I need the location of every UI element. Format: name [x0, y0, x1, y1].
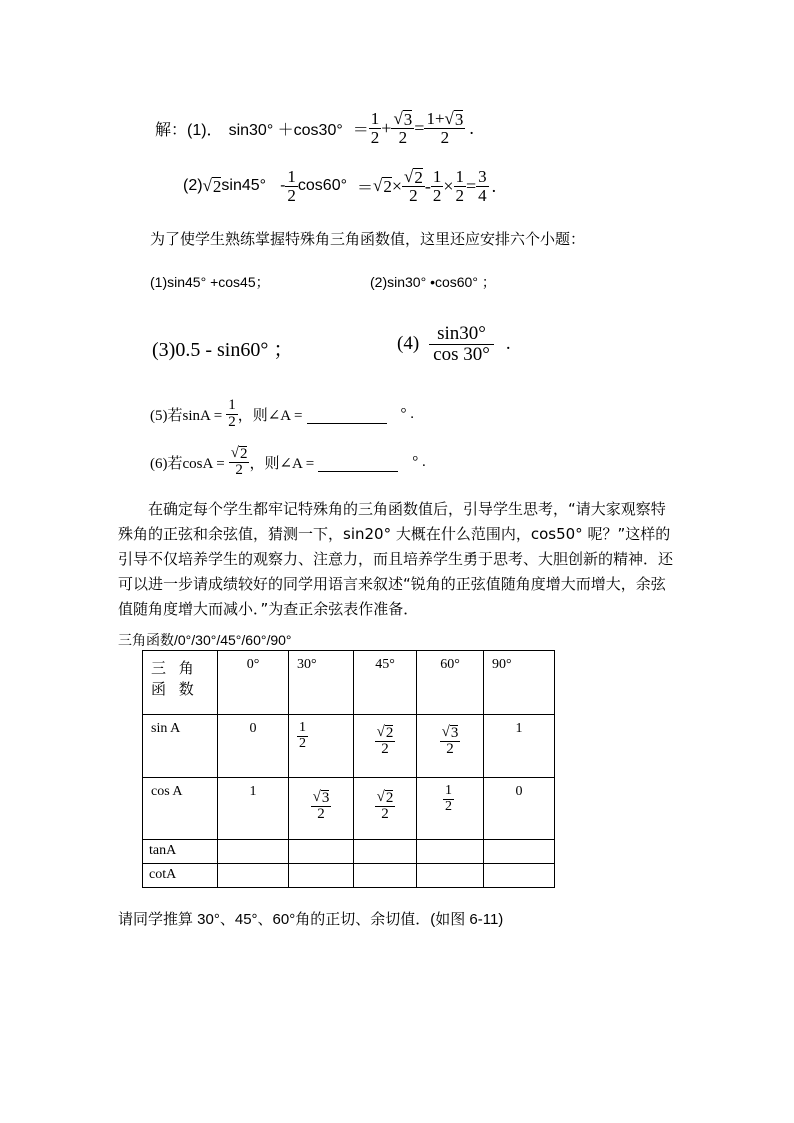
line2-minus2: - — [424, 175, 431, 196]
cos-30: √ 3 2 — [289, 778, 354, 840]
line1-frac-1: $\frac{1}{2}$ — [370, 108, 380, 147]
exercise-4 — [397, 316, 511, 372]
exercise-6-post: ，则∠A = — [249, 455, 315, 472]
exercise-5 — [150, 394, 414, 434]
cos-90: 0 — [484, 778, 555, 840]
cos-label: cos A — [143, 778, 218, 840]
line2-frac-f: $\frac{1}{2}$ — [287, 166, 296, 205]
tan-60[interactable] — [417, 840, 484, 864]
exercise-1: (1)sin45° +cos45； — [150, 274, 270, 290]
line1-eq2: = — [414, 117, 425, 138]
exercise-4-fraction: $\frac{\sin 30^\circ}{\cos 30^\circ}$ — [425, 324, 498, 365]
table-header-row — [143, 651, 555, 715]
cot-45[interactable] — [354, 864, 417, 888]
sin-90: 1 — [484, 715, 555, 778]
header-cell-30: 30° — [289, 651, 354, 715]
cot-30[interactable] — [289, 864, 354, 888]
header-cell-function: 三 角 函 数 — [143, 651, 218, 715]
cos-45: √ 2 2 — [354, 778, 417, 840]
exercise-5-end: ° . — [400, 405, 415, 422]
tan-45[interactable] — [354, 840, 417, 864]
line1-eq: ＝ — [352, 119, 369, 139]
exercise-5-pre: (5)若sinA = — [150, 407, 223, 424]
line1-end: . — [469, 117, 474, 138]
intro-text: 为了使学生熟练掌握特殊角三角函数值，这里还应安排六个小题： — [150, 231, 586, 248]
exercise-6-pre: (6)若cosA = — [150, 455, 225, 472]
header-cell-45: 45° — [354, 651, 417, 715]
exercise-6-end: ° . — [412, 453, 426, 470]
cos-60: $\frac{1}{2}$ — [417, 778, 484, 840]
table-row-sin — [143, 715, 555, 778]
exercise-5-answer-blank[interactable] — [307, 405, 387, 424]
exercise-4-label: (4) — [397, 333, 420, 354]
footer-text: 请同学推算 30°、45°、60°角的正切、余切值．(如图 6-11) — [118, 911, 504, 928]
line2-eq: ＝ — [356, 177, 373, 197]
discussion-paragraph: 在确定每个学生都牢记特殊角的三角函数值后，引导学生思考，“请大家观察特殊角的正弦和余弦值，猜测一下，sin20° 大概在什么范围内，cos50° 呢？”这样的引导不仅培养学生的观察力、注意力，而且培养学生勇于思考、大胆创新的精神．还可以进一步请成绩较好的同学用语言来叙述“锐角的正弦值随角度增大而增大，余弦值随角度增大而减小．”为查正余弦表作准备． — [118, 500, 674, 618]
exercise-6 — [150, 440, 426, 484]
line2-sqrt2: √ 2 — [373, 176, 392, 196]
line2-minus: - — [280, 177, 286, 194]
cot-60[interactable] — [417, 864, 484, 888]
solution-line-2 — [183, 160, 496, 212]
line2-frac-g: √ 2 2 — [404, 166, 423, 205]
exercise-6-answer-blank[interactable] — [318, 453, 398, 472]
header-cell-90: 90° — [484, 651, 555, 715]
exercise-6-fraction: √ 2 2 — [230, 444, 248, 478]
cot-label: cotA — [143, 864, 218, 888]
sin-60: √ 3 2 — [417, 715, 484, 778]
sin-45: √ 2 2 — [354, 715, 417, 778]
line2-times: × — [391, 175, 402, 196]
sin-30: $\frac{1}{2}$ — [289, 715, 354, 778]
cot-0[interactable] — [218, 864, 289, 888]
line2-times2: × — [443, 175, 454, 196]
line2-label: (2) — [183, 177, 203, 194]
line2-expr2: cos60° — [297, 177, 347, 194]
header-cell-60: 60° — [417, 651, 484, 715]
tan-90[interactable] — [484, 840, 555, 864]
exercise-4-end: . — [505, 333, 511, 354]
line2-sqrt: √ 2 — [202, 176, 222, 196]
table-row-tan — [143, 840, 555, 864]
sin-label: sin A — [143, 715, 218, 778]
header-cell-0: 0° — [218, 651, 289, 715]
cos-0: 1 — [218, 778, 289, 840]
sin-0: 0 — [218, 715, 289, 778]
line2-frac-h: $\frac{1}{2}$ — [432, 166, 442, 205]
table-row-cot — [143, 864, 555, 888]
tan-30[interactable] — [289, 840, 354, 864]
line2-eq2: = — [466, 175, 477, 196]
line2-end: . — [491, 175, 497, 196]
line1-expr: sin30° ＋cos30° — [228, 121, 343, 139]
exercise-5-fraction: $\frac{1}{2}$ — [228, 396, 236, 430]
cot-90[interactable] — [484, 864, 555, 888]
exercise-5-post: ，则∠A = — [237, 407, 303, 424]
line1-frac-3: 1+ √ 3 2 — [426, 108, 464, 147]
line1-frac-2: √ 3 2 — [393, 108, 413, 147]
table-caption: 三角函数/0°/30°/45°/60°/90° — [118, 632, 292, 648]
table-row-cos — [143, 778, 555, 840]
solution-line-1 — [155, 103, 474, 153]
line2-frac-r: $\frac{3}{4}$ — [478, 166, 487, 205]
exercise-3: (3)0.5 - sin60° ； — [152, 339, 294, 361]
tan-0[interactable] — [218, 840, 289, 864]
tan-label: tanA — [143, 840, 218, 864]
line1-plus: + — [381, 117, 392, 138]
exercise-2: (2)sin30° •cos60° ； — [370, 274, 496, 290]
trig-table — [142, 650, 555, 888]
line2-expr1: sin45° — [221, 177, 267, 194]
solution-label: 解：(1)． — [155, 121, 223, 139]
line2-frac-i: $\frac{1}{2}$ — [455, 166, 464, 205]
